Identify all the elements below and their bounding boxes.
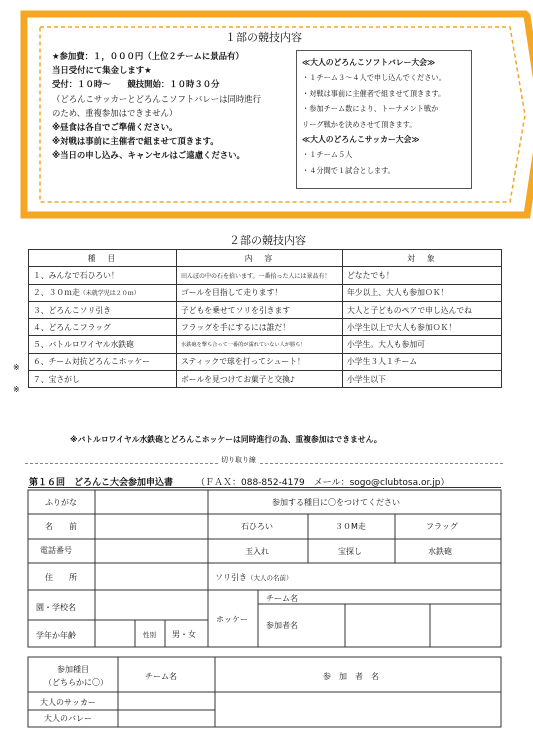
bottom-team-label: チーム名: [145, 672, 177, 681]
school-label: 園・学校名: [36, 603, 76, 612]
address-label: 住 所: [45, 573, 77, 582]
member-field-2[interactable]: [431, 605, 500, 646]
overlap-note: ※バトルロワイヤル水鉄砲とどろんこホッケーは同時進行の為、重複参加はできません。: [70, 435, 382, 444]
event-note: （未就学児は２０ｍ）: [79, 290, 140, 298]
volley-rule-3b: リーグ戦かを決めさせて頂きます。: [302, 119, 417, 129]
note-line-2: のため、重複参加はできません）: [52, 107, 178, 118]
target-cell: 年少以上、大人も参加ＯＫ！: [343, 284, 502, 301]
content-cell: 水鉄砲を撃ち合って一番的が濡れていない人が勝ち！: [177, 336, 343, 353]
members-label: 参加者名: [266, 621, 298, 630]
content-cell: フラッグを手にするには誰だ！: [177, 319, 343, 336]
cut-label: 切り取り線: [218, 455, 259, 465]
form-title: 第１６回 どろんこ大会参加申込書: [29, 478, 174, 488]
target-cell: 大人と子どものペアで申し込んでね: [343, 301, 502, 318]
target-cell: 小学生以上で大人も参加ＯＫ！: [343, 319, 502, 336]
target-cell: 小学生３人１チーム: [343, 353, 502, 370]
form-contact: （ＦＡＸ：088-852-4179 メール：sogo@clubtosa.or.jp）: [196, 478, 450, 488]
option-flag[interactable]: フラッグ: [426, 522, 458, 531]
bottom-members-label: 参 加 者 名: [323, 672, 379, 681]
option-stone[interactable]: 石ひろい: [241, 522, 273, 531]
sori-text: ソリ引き: [215, 573, 247, 582]
match-line: ※対戦は事前に主催者で組ませて頂きます。: [52, 136, 219, 147]
hockey-label[interactable]: ホッケー: [216, 615, 248, 624]
bottom-members-field[interactable]: [216, 693, 500, 726]
part1-title: １部の競技内容: [225, 31, 302, 44]
event-cell: ６、チーム対抗どろんこホッケー: [29, 353, 177, 370]
event-label: ２、３０ｍ走: [33, 288, 80, 298]
option-treasure[interactable]: 宝探し: [338, 547, 362, 556]
content-cell: 田んぼの中の石を拾います。一番拾った人には景品有！: [177, 267, 343, 284]
col-event: 種 目: [29, 250, 177, 267]
soccer-heading: ≪大人のどろんこサッカー大会≫: [302, 135, 420, 145]
bottom-event-label: 参加種目: [57, 665, 89, 674]
event-cell: ３、どろんこソリ引き: [29, 301, 177, 318]
volley-rule-2: ・対戦は事前に主催者で組ませて頂きます。: [302, 88, 446, 98]
bottom-team-field[interactable]: [119, 693, 214, 726]
soccer-rule-1: ・１チーム５人: [302, 150, 353, 160]
volley-heading: ≪大人のどろんこソフトバレー大会≫: [302, 58, 436, 67]
name-field[interactable]: [96, 515, 207, 538]
option-water-gun[interactable]: 水鉄砲: [428, 547, 452, 556]
cancel-line: ※当日の申し込み、キャンセルはご遠慮ください。: [52, 150, 245, 161]
target-cell: 小学生。大人も参加可: [343, 336, 502, 353]
event-cell: ４、どろんこフラッグ: [29, 319, 177, 336]
volley-rule-1: ・１チーム３～４人で申し込んでください。: [302, 73, 446, 83]
phone-label: 電話番号: [40, 546, 72, 555]
phone-field[interactable]: [96, 540, 207, 562]
col-content: 内 容: [177, 250, 343, 267]
note-line: （どろんこサッカーとどろんこソフトバレーは同時進行: [52, 93, 262, 104]
sori-note: （大人の名前）: [247, 574, 293, 582]
content-cell: ボールを見つけてお菓子と交換♪: [177, 371, 343, 388]
reception-line: 受付：１０時～ 競技開始：１０時３０分: [52, 79, 220, 90]
bottom-volley-option[interactable]: 大人のバレー: [44, 714, 92, 723]
content-cell: スティックで球を打ってシュート！: [177, 353, 343, 370]
volley-rule-3: ・参加チーム数により、トーナメント戦か: [302, 104, 439, 114]
bottom-soccer-option[interactable]: 大人のサッカー: [40, 698, 96, 707]
event-cell: ７、宝さがし: [29, 371, 177, 388]
option-30m[interactable]: ３０M走: [335, 522, 366, 531]
soccer-rule-2: ・４分間で１試合とします。: [302, 165, 395, 175]
grade-field[interactable]: [96, 621, 134, 646]
furigana-label: ふりがな: [45, 498, 77, 507]
collection-line: 当日受付にて集金します★: [52, 65, 152, 76]
event-cell: １、みんなで石ひろい！: [29, 267, 177, 284]
furigana-field[interactable]: [96, 491, 207, 513]
lunch-line: ※昼食は各自でご準備ください。: [52, 122, 178, 133]
sex-label: 性別: [143, 631, 156, 639]
option-ball-toss[interactable]: 玉入れ: [245, 547, 269, 556]
name-label: 名 前: [45, 522, 77, 531]
address-field[interactable]: [96, 564, 207, 589]
content-cell: 子どもを乗せてソリを引きます: [177, 301, 343, 318]
member-field-1[interactable]: [346, 605, 429, 646]
target-cell: どなたでも！: [343, 267, 502, 284]
row5-mark: ※: [13, 363, 20, 372]
team-name-field[interactable]: [300, 591, 500, 603]
sori-label[interactable]: [215, 572, 293, 583]
sex-options[interactable]: 男・女: [172, 630, 196, 639]
school-field[interactable]: [96, 591, 207, 619]
team-name-label: チーム名: [266, 594, 298, 603]
row6-mark: ※: [13, 385, 20, 394]
event-cell: ５、バトルロワイヤル水鉄砲: [29, 336, 177, 353]
fee-line: ★参加費：１，０００円（上位２チームに景品有）: [52, 51, 244, 61]
col-target: 対 象: [343, 250, 502, 267]
bottom-event-note: （どちらかに〇）: [44, 678, 108, 687]
part2-title: ２部の競技内容: [229, 234, 306, 247]
grade-label: 学年か年齢: [36, 631, 76, 640]
select-header: 参加する種目に〇をつけてください: [272, 498, 400, 507]
target-cell: 小学生以下: [343, 371, 502, 388]
content-cell: ゴールを目指して走ります！: [177, 284, 343, 301]
